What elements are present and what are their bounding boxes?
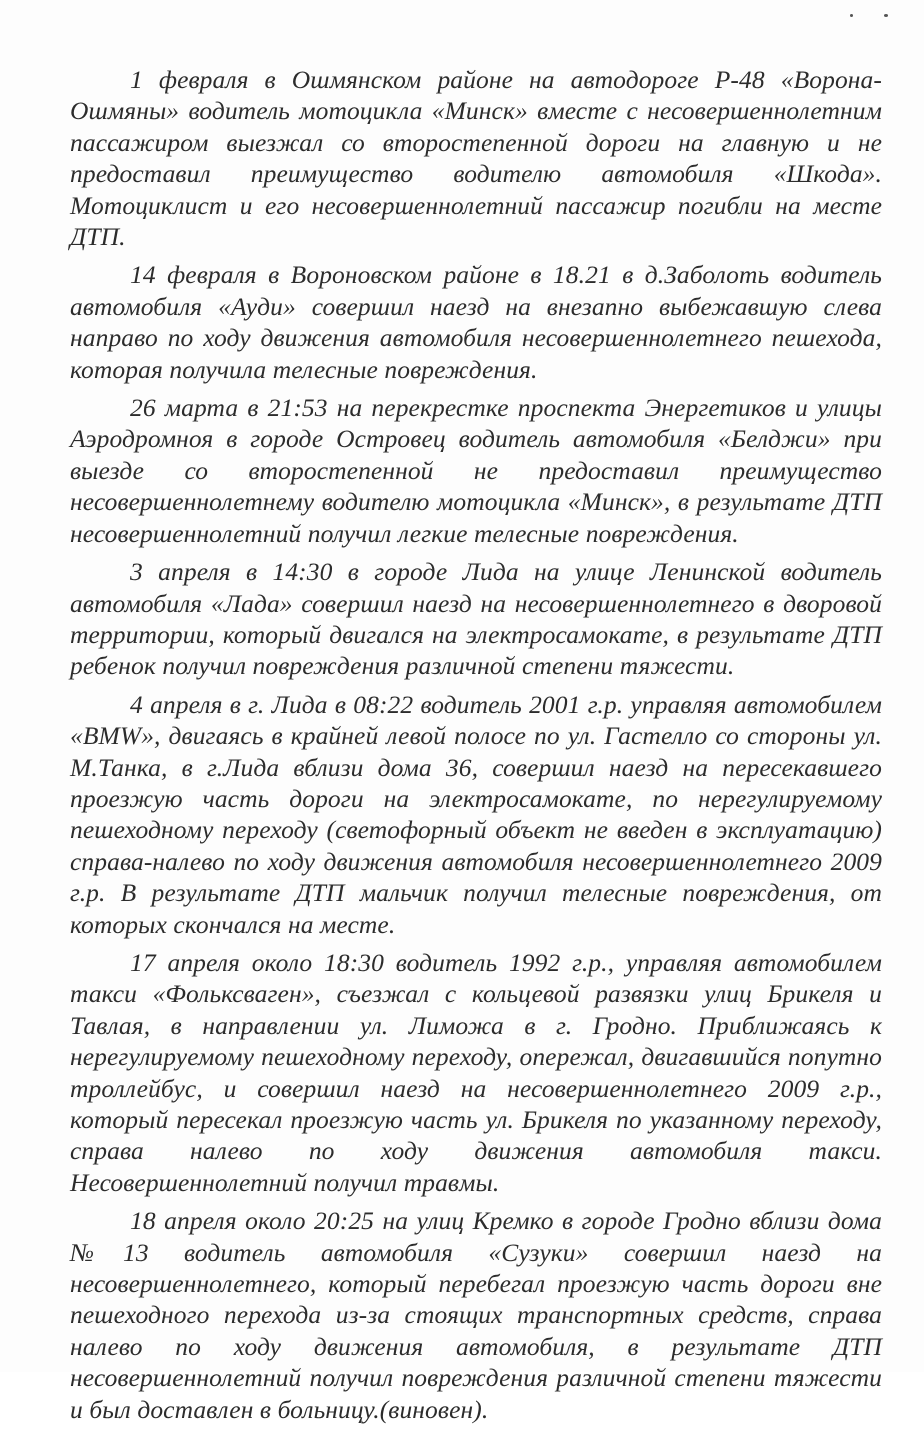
incident-paragraph: 14 февраля в Вороновском районе в 18.21 в д.Заболоть водитель автомобиля «Ауди» совершил наезд на внезапно выбежавшую слева направо по ходу движения автомобиля несовершеннолетнего пешехода, которая получила телесные повреждения. bbox=[70, 260, 882, 384]
incident-paragraph: 3 апреля в 14:30 в городе Лида на улице Ленинской водитель автомобиля «Лада» совершил наезд на несовершеннолетнего в дворовой территории, который двигался на электросамокате, в результате ДТП ребенок получил повреждения различной степени тяжести. bbox=[70, 557, 882, 681]
incident-paragraph: 18 апреля около 20:25 на улиц Кремко в городе Гродно вблизи дома №13 водитель автомобиля «Сузуки» совершил наезд на несовершеннолетнего, который перебегал проезжую часть дороги вне пешеходного перехода из-за стоящих транспортных средств, справа налево по ходу движения автомобиля, в результате ДТП несовершеннолетний получил повреждения различной степени тяжести и был доставлен в больницу.(виновен). bbox=[70, 1206, 882, 1424]
incident-paragraph: 4 апреля в г. Лида в 08:22 водитель 2001 г.р. управляя автомобилем «BMW», двигаясь в крайней левой полосе по ул. Гастелло со стороны ул. М.Танка, в г.Лида вблизи дома 36, совершил наезд на пересекавшего проезжую часть дороги на электросамокате, по нерегулируемому пешеходному переходу (светофорный объект не введен в эксплуатацию) справа-налево по ходу движения автомобиля несовершеннолетнего 2009 г.р. В результате ДТП мальчик получил телесные повреждения, от которых скончался на месте. bbox=[70, 689, 882, 939]
document-body bbox=[70, 64, 882, 1432]
scan-speck bbox=[884, 14, 888, 17]
scan-speck bbox=[850, 14, 853, 17]
incident-paragraph: 26 марта в 21:53 на перекрестке проспекта Энергетиков и улицы Аэродромноя в городе Островец водитель автомобиля «Белджи» при выезде со второстепенной не предоставил преимущество несовершеннолетнему водителю мотоцикла «Минск», в результате ДТП несовершеннолетний получил легкие телесные повреждения. bbox=[70, 393, 882, 548]
incident-paragraph: 17 апреля около 18:30 водитель 1992 г.р., управляя автомобилем такси «Фольксваген», съезжал с кольцевой развязки улиц Брикеля и Тавлая, в направлении ул. Лиможа в г. Гродно. Приближаясь к нерегулируемому пешеходному переходу, опережал, двигавшийся попутно троллейбус, и совершил наезд на несовершеннолетнего 2009 г.р., который пересекал проезжую часть ул. Брикеля по указанному переходу, справа налево по ходу движения автомобиля такси. Несовершеннолетний получил травмы. bbox=[70, 947, 882, 1197]
incident-paragraph: 1 февраля в Ошмянском районе на автодороге Р-48 «Ворона-Ошмяны» водитель мотоцикла «Минск» вместе с несовершеннолетним пассажиром выезжал со второстепенной дороги на главную и не предоставил преимущество водителю автомобиля «Шкода». Мотоциклист и его несовершеннолетний пассажир погибли на месте ДТП. bbox=[70, 65, 882, 252]
